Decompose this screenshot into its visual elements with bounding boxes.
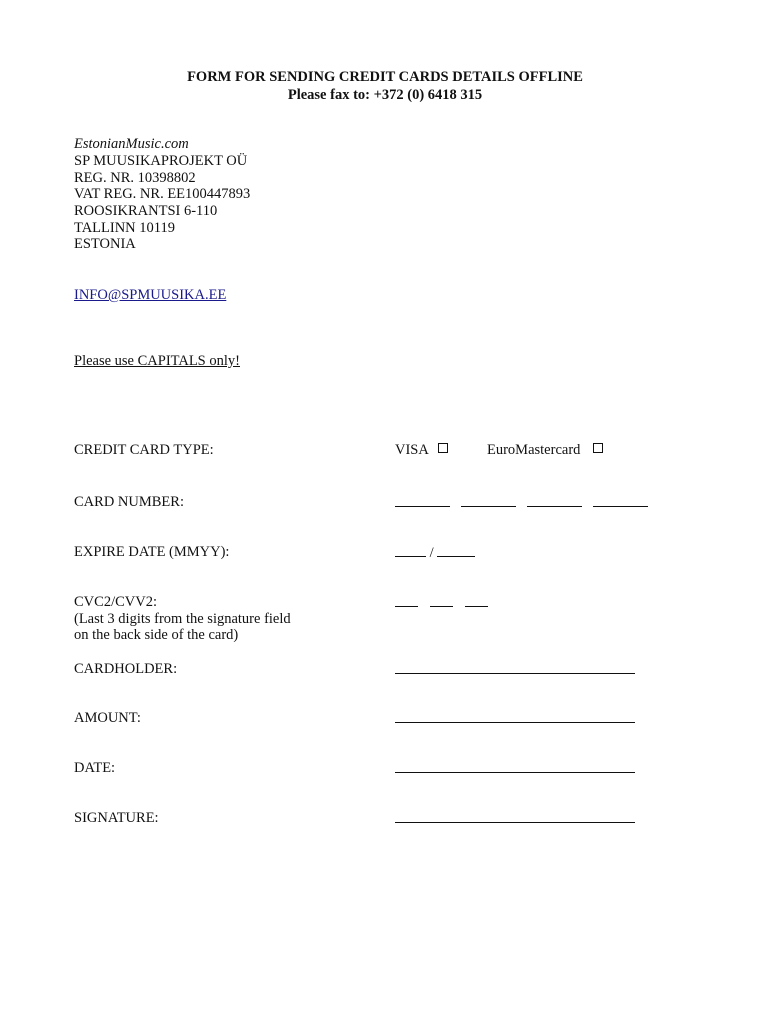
signature-label: SIGNATURE: [74, 810, 159, 826]
expire-date-separator: / [429, 545, 434, 561]
cvc-digit-1[interactable] [395, 594, 418, 607]
card-number-group-4[interactable] [593, 494, 648, 507]
expire-date-field[interactable] [395, 544, 475, 562]
cardholder-blank[interactable] [395, 661, 635, 674]
expire-year-blank[interactable] [437, 544, 475, 557]
signature-blank[interactable] [395, 810, 635, 823]
visa-label: VISA [395, 442, 429, 458]
expire-month-blank[interactable] [395, 544, 426, 557]
card-number-group-2[interactable] [461, 494, 516, 507]
company-street: ROOSIKRANTSI 6-110 [74, 203, 218, 219]
card-number-label: CARD NUMBER: [74, 494, 184, 510]
euromastercard-option [487, 442, 603, 459]
company-country: ESTONIA [74, 236, 136, 252]
cvc-digit-3[interactable] [465, 594, 488, 607]
cvc-field[interactable] [395, 594, 488, 612]
amount-field[interactable] [395, 710, 635, 728]
cardholder-field[interactable] [395, 661, 635, 679]
cvc-digit-2[interactable] [430, 594, 453, 607]
fax-number: Please fax to: +372 (0) 6418 315 [287, 87, 483, 103]
euromastercard-label: EuroMastercard [487, 442, 581, 458]
date-field[interactable] [395, 760, 635, 778]
card-number-group-3[interactable] [527, 494, 582, 507]
visa-checkbox[interactable] [438, 443, 448, 453]
cardholder-label: CARDHOLDER: [74, 661, 178, 677]
date-label: DATE: [74, 760, 116, 776]
capitals-instruction: Please use CAPITALS only! [74, 353, 240, 369]
company-vat-reg-nr: VAT REG. NR. EE100447893 [74, 186, 251, 202]
card-number-field[interactable] [395, 494, 648, 512]
company-city: TALLINN 10119 [74, 220, 175, 236]
company-name: SP MUUSIKAPROJEKT OÜ [74, 153, 248, 169]
expire-date-label: EXPIRE DATE (MMYY): [74, 544, 230, 560]
company-reg-nr: REG. NR. 10398802 [74, 170, 196, 186]
card-type-label: CREDIT CARD TYPE: [74, 442, 214, 458]
cvc-note-line-1: (Last 3 digits from the signature field [74, 610, 291, 627]
card-type-options [395, 442, 448, 459]
amount-label: AMOUNT: [74, 710, 141, 726]
card-number-group-1[interactable] [395, 494, 450, 507]
cvc-label-block [74, 594, 291, 644]
cvc-note-line-2: on the back side of the card) [74, 627, 239, 643]
cvc-label: CVC2/CVV2: [74, 594, 157, 610]
signature-field[interactable] [395, 810, 635, 828]
company-website: EstonianMusic.com [74, 136, 189, 152]
form-title: FORM FOR SENDING CREDIT CARDS DETAILS OFFLINE [187, 69, 583, 85]
company-email-link[interactable]: INFO@SPMUUSIKA.EE [74, 287, 227, 303]
euromastercard-checkbox[interactable] [593, 443, 603, 453]
date-blank[interactable] [395, 760, 635, 773]
amount-blank[interactable] [395, 710, 635, 723]
